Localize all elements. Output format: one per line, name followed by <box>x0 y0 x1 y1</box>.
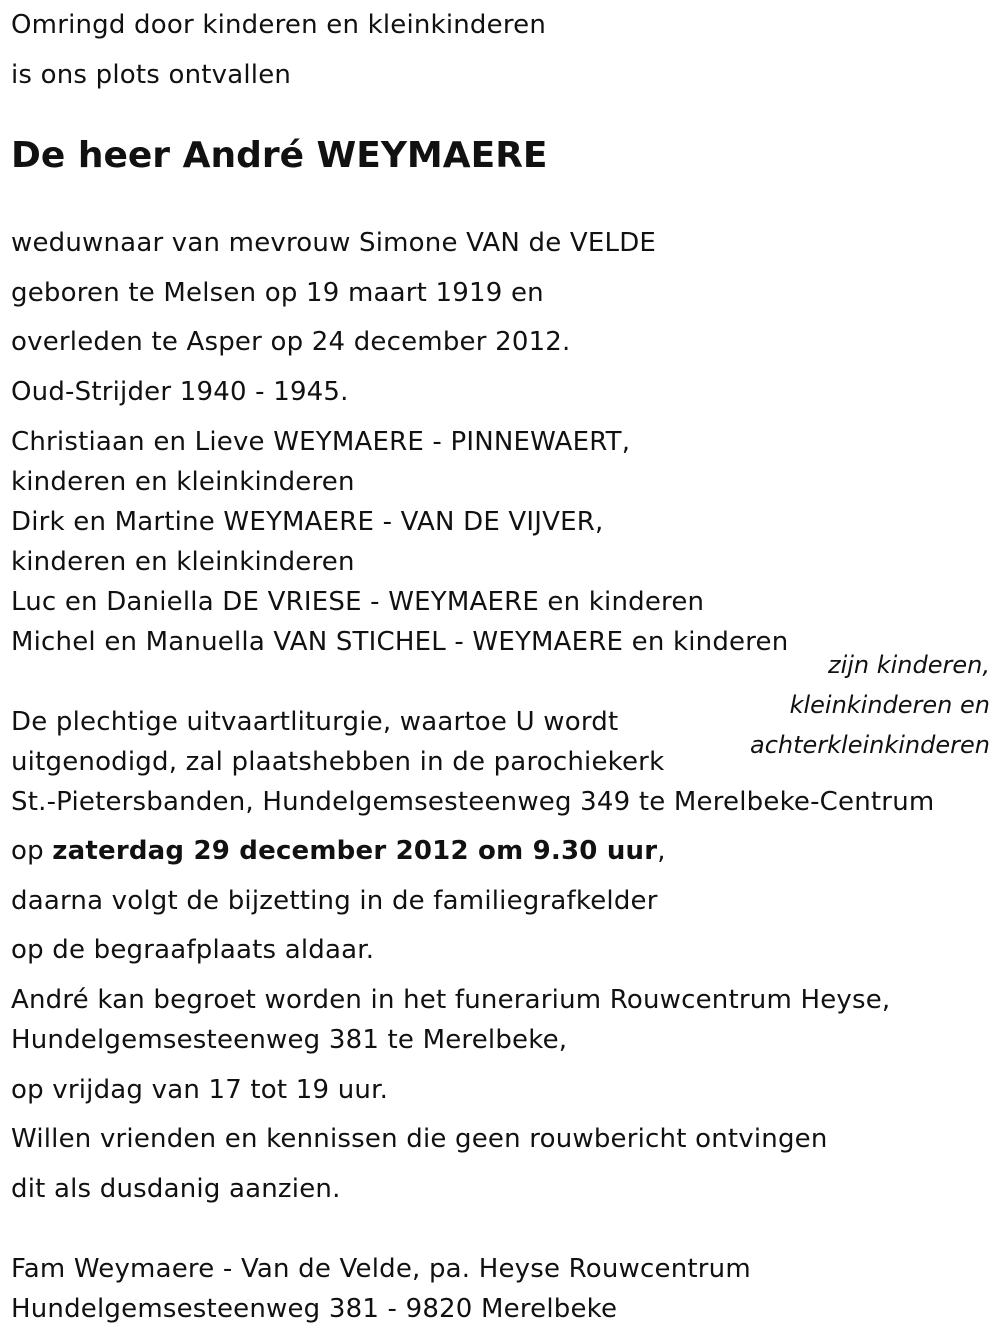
burial-line-1: daarna volgt de bijzetting in de familiegrafkelder <box>11 886 658 916</box>
family-member: Luc en Daniella DE VRIESE - WEYMAERE en kinderen <box>11 587 705 617</box>
widower-line: weduwnaar van mevrouw Simone VAN de VELDE <box>11 228 657 258</box>
family-member: kinderen en kleinkinderen <box>11 547 355 577</box>
veteran-line: Oud-Strijder 1940 - 1945. <box>11 377 349 407</box>
relation-line: kleinkinderen en <box>789 691 990 719</box>
family-member: Dirk en Martine WEYMAERE - VAN DE VIJVER, <box>11 507 604 537</box>
deceased-name: De heer André WEYMAERE <box>11 135 548 176</box>
notice-line-1: Willen vrienden en kennissen die geen rouwbericht ontvingen <box>11 1124 828 1154</box>
relation-line: zijn kinderen, <box>827 651 990 679</box>
notice-line-2: dit als dusdanig aanzien. <box>11 1174 341 1204</box>
ceremony-date-suffix: , <box>657 836 666 866</box>
ceremony-date-line <box>11 836 666 866</box>
intro-line-1: Omringd door kinderen en kleinkinderen <box>11 10 547 40</box>
visitation-line-3: op vrijdag van 17 tot 19 uur. <box>11 1075 389 1105</box>
ceremony-date: zaterdag 29 december 2012 om 9.30 uur <box>52 836 658 866</box>
contact-line-2: Hundelgemsesteenweg 381 - 9820 Merelbeke <box>11 1294 618 1324</box>
family-member: Michel en Manuella VAN STICHEL - WEYMAERE en kinderen <box>11 627 789 657</box>
visitation-line-2: Hundelgemsesteenweg 381 te Merelbeke, <box>11 1025 568 1055</box>
family-member: Christiaan en Lieve WEYMAERE - PINNEWAERT, <box>11 427 631 457</box>
ceremony-date-prefix: op <box>11 836 53 866</box>
ceremony-line-2: uitgenodigd, zal plaatshebben in de parochiekerk <box>11 747 665 777</box>
intro-line-2: is ons plots ontvallen <box>11 60 292 90</box>
ceremony-line-1: De plechtige uitvaartliturgie, waartoe U wordt <box>11 707 619 737</box>
contact-line-1: Fam Weymaere - Van de Velde, pa. Heyse Rouwcentrum <box>11 1254 751 1284</box>
born-line: geboren te Melsen op 19 maart 1919 en <box>11 278 544 308</box>
died-line: overleden te Asper op 24 december 2012. <box>11 327 571 357</box>
visitation-line-1: André kan begroet worden in het funerarium Rouwcentrum Heyse, <box>11 985 891 1015</box>
burial-line-2: op de begraafplaats aldaar. <box>11 935 375 965</box>
family-member: kinderen en kleinkinderen <box>11 467 355 497</box>
relation-line: achterkleinkinderen <box>750 731 990 759</box>
ceremony-line-3: St.-Pietersbanden, Hundelgemsesteenweg 349 te Merelbeke-Centrum <box>11 787 935 817</box>
